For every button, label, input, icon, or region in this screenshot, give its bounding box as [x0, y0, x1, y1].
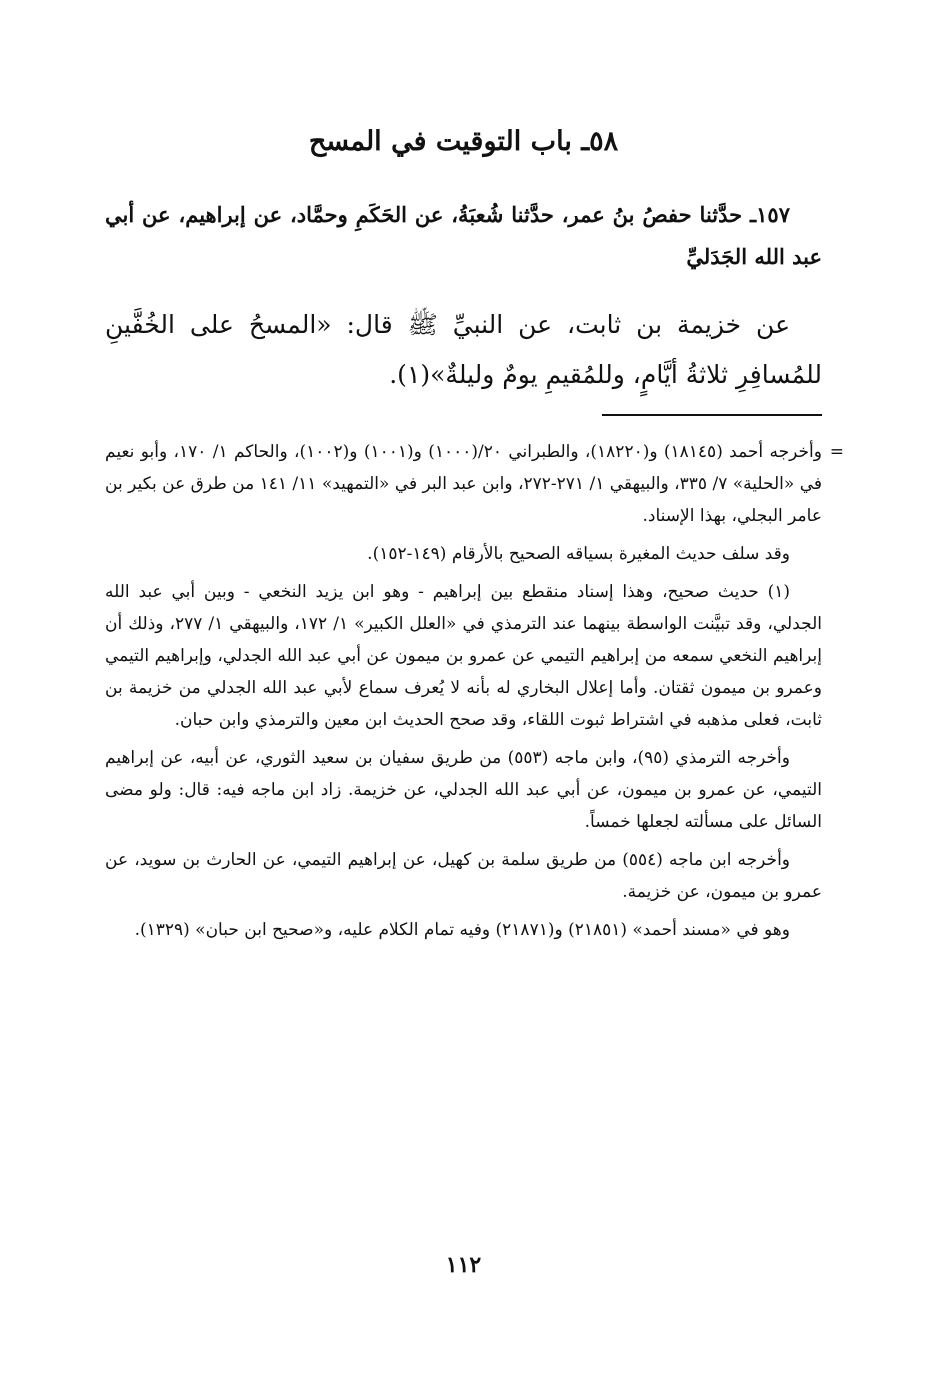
page [105, 0, 844, 1378]
footnote-paragraph: وقد سلف حديث المغيرة بسياقه الصحيح بالأرقام (١٤٩-١٥٢). [367, 544, 790, 564]
footnote-separator [602, 414, 822, 416]
chapter-title: ٥٨ـ باب التوقيت في المسح [308, 126, 619, 157]
hadith-isnad [105, 194, 822, 278]
footnote-paragraph: (١) حديث صحيح، وهذا إسناد منقطع بين إبراهيم - وهو ابن يزيد النخعي - وبين أبي عبد الله الجدلي، وقد تبيَّنت الواسطة بينهما عند الترمذي في «العلل الكبير» ١/ ١٧٢، والبيهقي ١/ ٢٧٧، وذلك أن إبراهيم النخعي سمعه من إبراهيم التيمي عن عمرو بن ميمون عن أبي عبد الله الجدلي، وإبراهيم التيمي وعمرو بن ميمون ثقتان. وأما إعلال البخاري له بأنه لا يُعرف سماع لأبي عبد الله الجدلي من خزيمة بن ثابت، فعلى مذهبه في اشتراط ثبوت اللقاء، وقد صحح الحديث ابن معين والترمذي وابن حبان. [105, 582, 822, 730]
footnote-paragraph: وأخرجه الترمذي (٩٥)، وابن ماجه (٥٥٣) من طريق سفيان بن سعيد الثوري، عن أبيه، عن إبراهيم التيمي، عن عمرو بن ميمون، عن أبي عبد الله الجدلي، عن خزيمة. زاد ابن ماجه فيه: قال: ولو مضى السائل على مسألته لجعلها خمساً. [105, 748, 822, 832]
matn-text: عن خزيمة بن ثابت، عن النبيِّ ﷺ قال: «المسحُ على الخُفَّينِ للمُسافِرِ ثلاثةُ أيَّامٍ، وللمُقيمِ يومٌ وليلةٌ»(١). [105, 310, 822, 389]
hadith-matn [105, 300, 822, 400]
footnote-paragraph: وهو في «مسند أحمد» (٢١٨٥١) و(٢١٨٧١) وفيه تمام الكلام عليه، و«صحيح ابن حبان» (١٣٢٩). [134, 920, 790, 940]
footnotes [105, 436, 844, 952]
isnad-text: ١٥٧ـ حدَّثنا حفصُ بنُ عمر، حدَّثنا شُعبَةُ، عن الحَكَمِ وحمَّاد، عن إبراهيم، عن أبي عبد الله الجَدَليِّ [105, 202, 822, 269]
footnote-paragraph: وأخرجه ابن ماجه (٥٥٤) من طريق سلمة بن كهيل، عن إبراهيم التيمي، عن الحارث بن سويد، عن عمرو بن ميمون، عن خزيمة. [105, 850, 822, 902]
page-number: ١١٢ [445, 1252, 482, 1278]
footnote-continued-text: وأخرجه أحمد (١٨١٤٥) و(١٨٢٢٠)، والطبراني ٢٠/(١٠٠٠) و(١٠٠١) و(١٠٠٢)، والحاكم ١/ ١٧٠، وأبو نعيم في «الحلية» ٧/ ٣٣٥، والبيهقي ١/ ٢٧١-٢٧٢، وابن عبد البر في «التمهيد» ١١/ ١٤١ من طرق عن بكير بن عامر البجلي، بهذا الإسناد. [105, 442, 823, 526]
continuation-mark: = [829, 442, 844, 462]
footnote-continued [105, 436, 844, 532]
